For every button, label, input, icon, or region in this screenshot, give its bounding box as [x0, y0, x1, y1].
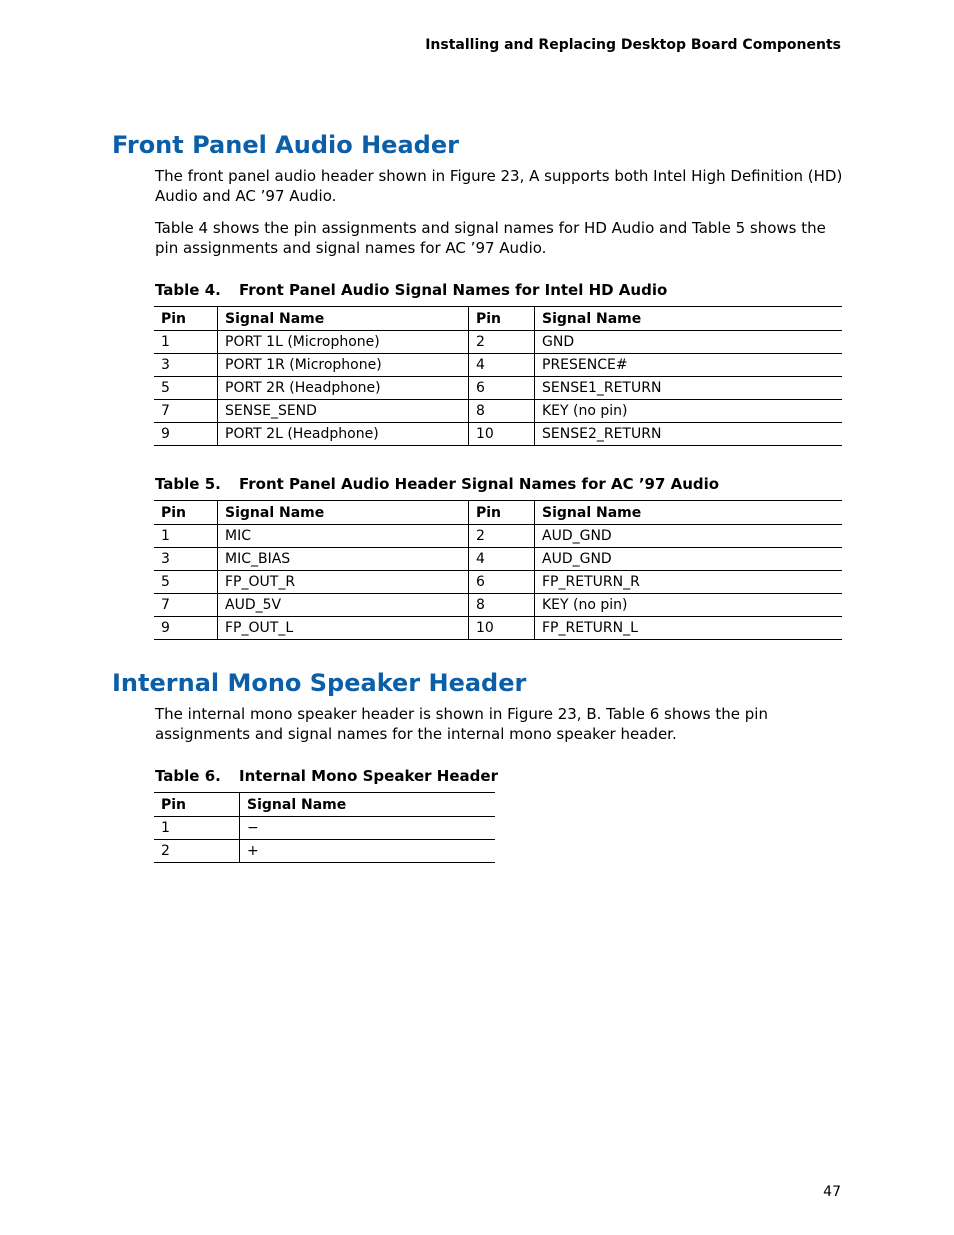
table-number: Table 5.	[155, 475, 221, 493]
table-cell: FP_OUT_R	[218, 571, 469, 594]
table-row	[154, 354, 842, 377]
table-cell: 9	[154, 617, 218, 640]
table-cell: AUD_GND	[535, 525, 843, 548]
column-header: Signal Name	[218, 501, 469, 525]
table-cell: GND	[535, 331, 843, 354]
section-heading-front-panel-audio: Front Panel Audio Header	[112, 131, 459, 159]
paragraph: The front panel audio header shown in Figure 23, A supports both Intel High Definition (HD) Audio and AC ’97 Audio.	[155, 167, 843, 205]
table-cell: 2	[469, 525, 535, 548]
column-header: Pin	[469, 307, 535, 331]
ac97-audio-signal-table	[154, 500, 842, 640]
column-header: Pin	[154, 793, 240, 817]
table-cell: 5	[154, 571, 218, 594]
table-cell: FP_OUT_L	[218, 617, 469, 640]
table-cell: +	[240, 840, 496, 863]
table-cell: −	[240, 817, 496, 840]
table-row	[154, 617, 842, 640]
page-number: 47	[823, 1184, 841, 1200]
table-cell: 3	[154, 548, 218, 571]
table-header-row	[154, 307, 842, 331]
table-cell: PORT 2R (Headphone)	[218, 377, 469, 400]
table-cell: 1	[154, 817, 240, 840]
column-header: Pin	[469, 501, 535, 525]
table-cell: SENSE_SEND	[218, 400, 469, 423]
table-cell: 6	[469, 377, 535, 400]
running-head: Installing and Replacing Desktop Board Components	[425, 37, 841, 53]
table-cell: AUD_5V	[218, 594, 469, 617]
table-cell: MIC	[218, 525, 469, 548]
table-title: Internal Mono Speaker Header	[239, 767, 498, 785]
table-title: Front Panel Audio Signal Names for Intel HD Audio	[239, 281, 668, 299]
table-header-row	[154, 793, 495, 817]
table-cell: 1	[154, 331, 218, 354]
table-number: Table 6.	[155, 767, 221, 785]
table-header-row	[154, 501, 842, 525]
table-row	[154, 548, 842, 571]
table-cell: PORT 1L (Microphone)	[218, 331, 469, 354]
table-row	[154, 594, 842, 617]
table-cell: 7	[154, 400, 218, 423]
table-cell: 7	[154, 594, 218, 617]
table-cell: PRESENCE#	[535, 354, 843, 377]
table-cell: AUD_GND	[535, 548, 843, 571]
column-header: Signal Name	[535, 307, 843, 331]
table-caption	[155, 767, 498, 785]
table-cell: KEY (no pin)	[535, 400, 843, 423]
table-row	[154, 400, 842, 423]
table-row	[154, 525, 842, 548]
table-cell: 4	[469, 354, 535, 377]
table-caption	[155, 475, 719, 493]
column-header: Pin	[154, 501, 218, 525]
mono-speaker-table	[154, 792, 495, 863]
table-row	[154, 840, 495, 863]
section-heading-internal-mono-speaker: Internal Mono Speaker Header	[112, 669, 527, 697]
table-cell: PORT 1R (Microphone)	[218, 354, 469, 377]
table-row	[154, 817, 495, 840]
table-cell: 3	[154, 354, 218, 377]
table-cell: 8	[469, 594, 535, 617]
table-number: Table 4.	[155, 281, 221, 299]
table-cell: KEY (no pin)	[535, 594, 843, 617]
paragraph: The internal mono speaker header is shown in Figure 23, B. Table 6 shows the pin assignments and signal names for the internal mono speaker header.	[155, 705, 768, 743]
table-cell: FP_RETURN_L	[535, 617, 843, 640]
table-cell: 4	[469, 548, 535, 571]
table-row	[154, 377, 842, 400]
table-cell: MIC_BIAS	[218, 548, 469, 571]
paragraph: Table 4 shows the pin assignments and signal names for HD Audio and Table 5 shows the pin assignments and signal names for AC ’97 Audio.	[155, 219, 826, 257]
table-row	[154, 423, 842, 446]
table-cell: 10	[469, 423, 535, 446]
table-title: Front Panel Audio Header Signal Names for AC ’97 Audio	[239, 475, 720, 493]
table-cell: FP_RETURN_R	[535, 571, 843, 594]
table-cell: 9	[154, 423, 218, 446]
table-caption	[155, 281, 667, 299]
table-cell: PORT 2L (Headphone)	[218, 423, 469, 446]
table-row	[154, 571, 842, 594]
table-cell: 10	[469, 617, 535, 640]
table-cell: 2	[469, 331, 535, 354]
table-cell: 6	[469, 571, 535, 594]
column-header: Pin	[154, 307, 218, 331]
column-header: Signal Name	[218, 307, 469, 331]
table-cell: SENSE2_RETURN	[535, 423, 843, 446]
hd-audio-signal-table	[154, 306, 842, 446]
table-cell: 1	[154, 525, 218, 548]
table-cell: 5	[154, 377, 218, 400]
column-header: Signal Name	[535, 501, 843, 525]
column-header: Signal Name	[240, 793, 496, 817]
table-row	[154, 331, 842, 354]
table-cell: SENSE1_RETURN	[535, 377, 843, 400]
table-cell: 2	[154, 840, 240, 863]
table-cell: 8	[469, 400, 535, 423]
